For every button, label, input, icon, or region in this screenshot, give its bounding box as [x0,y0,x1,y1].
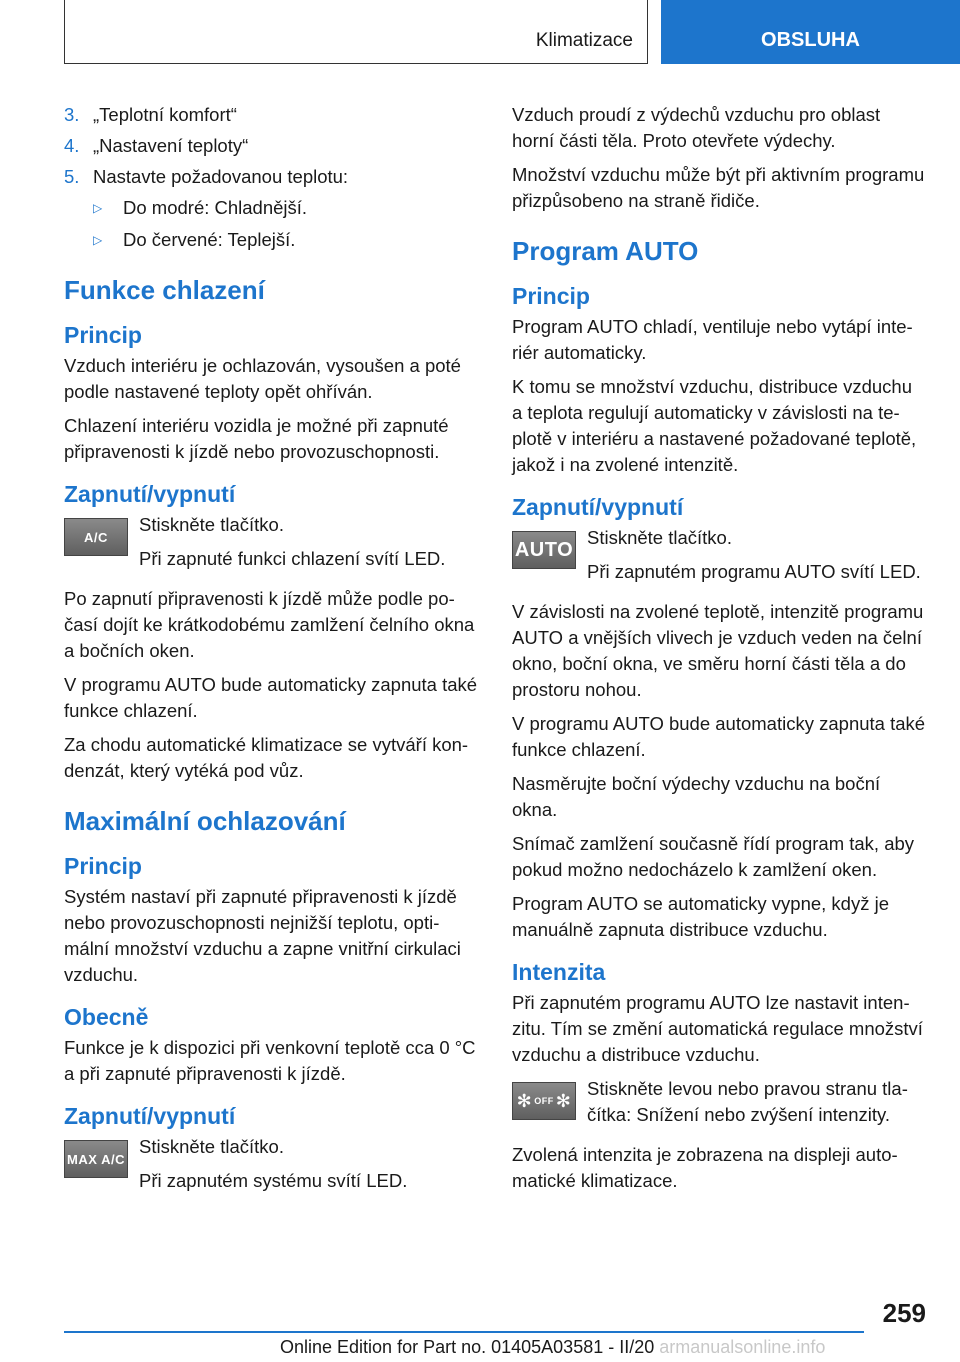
footer-edition: Online Edition for Part no. 01405A03581 - II/20 armanualsonline.info [280,1337,826,1357]
paragraph: Zvolená intenzita je zobrazena na displeji automatické klimatizace. [512,1144,898,1191]
paragraph: Množství vzduchu může být při aktivním programu přizpůsobeno na straně řidiče. [512,164,925,211]
instruction-text: Stiskněte levou nebo pravou stranu tlačítka: Snížení nebo zvýšení intenzity. [587,1078,908,1125]
paragraph: Při zapnutém programu AUTO lze nastavit intenzitu. Tím se změní automatická regulace množství vzduchu a distribuce vzduchu. [512,992,923,1065]
paragraph: Systém nastaví při zapnuté připravenosti k jízdě nebo provozuschopnosti nejnižší teplotu, optimální množství vzduchu a zapne vnitřní cirkulaci vzduchu. [64,886,461,985]
ac-button-row [64,512,478,580]
instruction-text: Stiskněte tlačítko. [139,514,284,535]
step-3: 3. „Teplotní komfort“ [64,104,237,125]
heading-princip: Princip [512,283,590,309]
paragraph: Program AUTO se automaticky vypne, když je manuálně zapnuta distribuce vzduchu. [512,893,890,940]
watermark-text: armanualsonline.info [654,1337,826,1357]
step-5: 5. Nastavte požadovanou teplotu: [64,166,349,187]
instruction-text: Při zapnuté funkci chlazení svítí LED. [139,548,446,569]
section-title: Klimatizace [535,30,633,51]
paragraph: Program AUTO chladí, ventiluje nebo vytápí interiér automaticky. [512,316,913,363]
paragraph: Snímač zamlžení současně řídí program tak, aby pokud možno nedocházelo k zamlžení oken. [512,833,915,880]
heading-auto: Program AUTO [512,236,699,266]
triangle-icon: ▷ [93,201,103,215]
instruction-text: Při zapnutém systému svítí LED. [139,1170,408,1191]
footer-divider [64,1331,864,1333]
left-column [64,102,478,1208]
paragraph: Chlazení interiéru vozidla je možné při zapnuté připravenosti k jízdě nebo provozuschopnosti. [64,415,449,462]
paragraph: V závislosti na zvolené teplotě, intenzitě programu AUTO a vnějších vlivech je vzduch veden na čelní okno, boční okna, ve směru horní části těla a do prostoru nohou. [512,601,924,700]
instruction-text: Stiskněte tlačítko. [139,1136,284,1157]
max-ac-button-icon: MAX A/C [64,1140,128,1178]
fan-button-icon: ✻ OFF ✻ [512,1082,576,1120]
auto-button-row [512,525,926,593]
heading-cooling: Funkce chlazení [64,275,265,305]
fan-button-row [512,1076,926,1136]
paragraph: Vzduch proudí z výdechů vzduchu pro oblast horní části těla. Proto otevřete výdechy. [512,104,881,151]
instruction-text: Stiskněte tlačítko. [587,527,732,548]
page-number: 259 [882,1298,926,1328]
paragraph: Funkce je k dispozici při venkovní teplotě cca 0 °C a při zapnuté připravenosti k jízdě. [64,1037,476,1084]
heading-max-cooling: Maximální ochlazování [64,806,346,836]
paragraph: Vzduch interiéru je ochlazován, vysoušen a poté podle nastavené teploty opět ohříván. [64,355,461,402]
paragraph: V programu AUTO bude automaticky zapnuta také funkce chlazení. [64,674,478,721]
header-box [64,0,648,64]
right-column [512,102,926,1202]
heading-intenzita: Intenzita [512,959,606,985]
paragraph: Nasměrujte boční výdechy vzduchu na boční okna. [512,773,881,820]
heading-obecne: Obecně [64,1004,149,1030]
paragraph: K tomu se množství vzduchu, distribuce vzduchu a teplota regulují automaticky v závislosti na teplotě v interiéru a nastavené požadované teplotě, jakož i na zvolené intenzitě. [512,376,917,475]
auto-button-icon: AUTO [512,531,576,569]
heading-onoff: Zapnutí/vypnutí [512,494,684,520]
ac-button-icon: A/C [64,518,128,556]
heading-princip: Princip [64,853,142,879]
bullet-red: ▷ Do červené: Teplejší. [93,227,478,253]
paragraph: Po zapnutí připravenosti k jízdě může podle počasí dojít ke krátkodobému zamlžení čelního okna a bočních oken. [64,588,475,661]
bullet-blue: ▷ Do modré: Chladnější. [93,195,478,221]
paragraph: V programu AUTO bude automaticky zapnuta také funkce chlazení. [512,713,926,760]
chapter-tab[interactable]: OBSLUHA [661,0,960,64]
heading-onoff: Zapnutí/vypnutí [64,1103,236,1129]
heading-princip: Princip [64,322,142,348]
max-ac-button-row [64,1134,478,1202]
step-4: 4. „Nastavení teploty“ [64,135,249,156]
paragraph: Za chodu automatické klimatizace se vytváří kondenzát, který vytéká pod vůz. [64,734,469,781]
instruction-text: Při zapnutém programu AUTO svítí LED. [587,561,921,582]
triangle-icon: ▷ [93,233,103,247]
heading-onoff: Zapnutí/vypnutí [64,481,236,507]
